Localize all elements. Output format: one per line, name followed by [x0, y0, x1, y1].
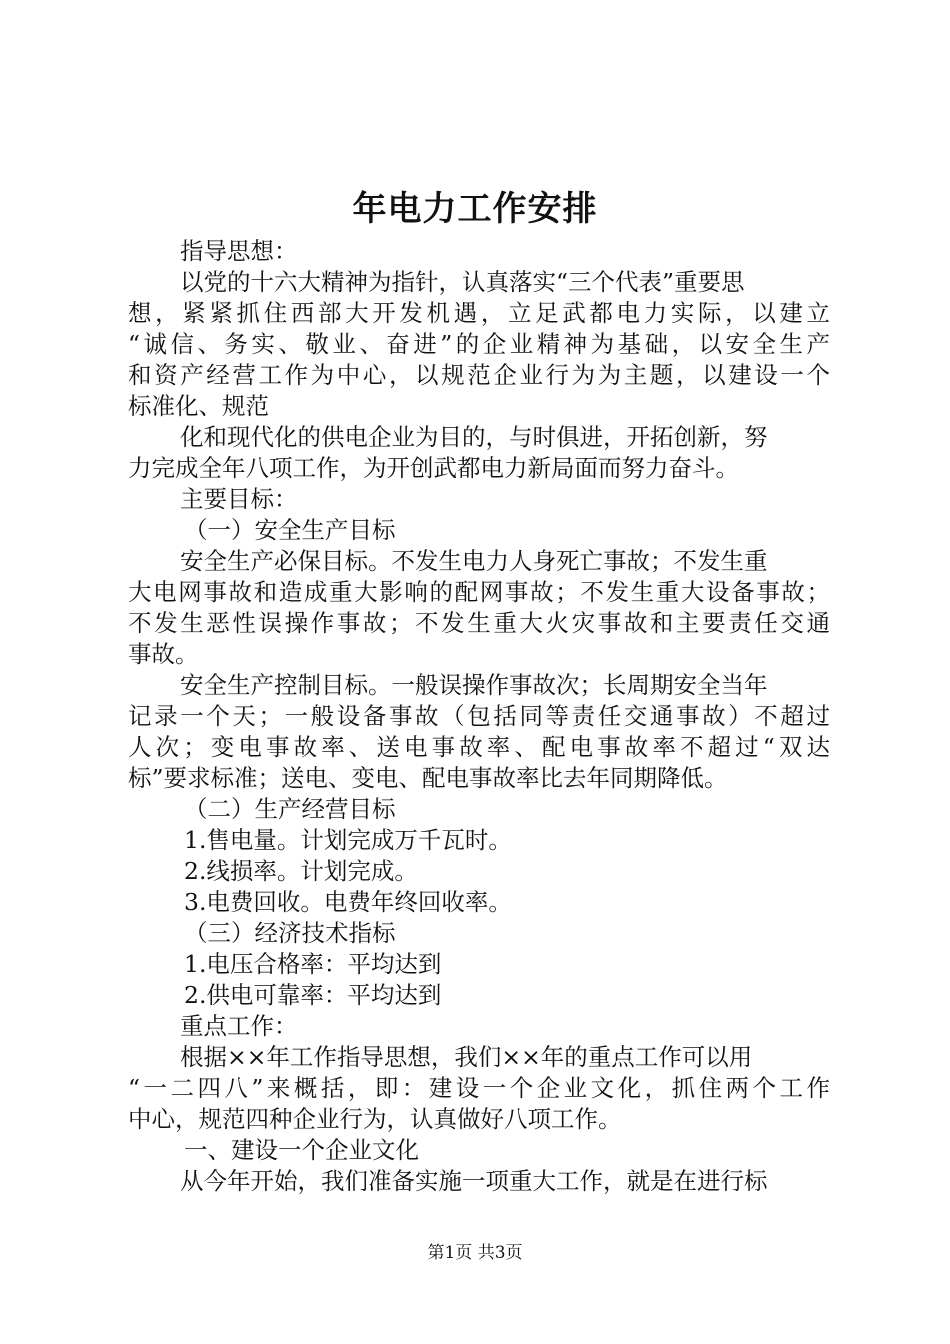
paragraph-line: 根据××年工作指导思想，我们××年的重点工作可以用 — [180, 1043, 753, 1071]
list-item: 1.售电量。计划完成万千瓦时。 — [184, 826, 512, 854]
section-heading: 重点工作： — [180, 1012, 298, 1040]
document-title: 年电力工作安排 — [352, 189, 598, 229]
list-item: 3.电费回收。电费年终回收率。 — [184, 888, 512, 916]
paragraph-line: 指导思想： — [180, 237, 298, 265]
paragraph-line: 安全生产必保目标。不发生电力人身死亡事故；不发生重 — [180, 547, 768, 575]
paragraph-line: 从今年开始，我们准备实施一项重大工作，就是在进行标 — [180, 1167, 768, 1195]
paragraph-line: 大电网事故和造成重大影响的配网事故；不发生重大设备事故； — [128, 578, 830, 606]
paragraph-line: 中心，规范四种企业行为，认真做好八项工作。 — [128, 1105, 622, 1133]
section-heading: （三）经济技术指标 — [184, 919, 396, 947]
paragraph-line: 以党的十六大精神为指针，认真落实“三个代表”重要思 — [180, 268, 745, 296]
section-heading: （二）生产经营目标 — [184, 795, 396, 823]
paragraph-line: 想，紧紧抓住西部大开发机遇，立足武都电力实际，以建立 — [128, 299, 830, 327]
list-item: 1.电压合格率：平均达到 — [184, 950, 442, 978]
paragraph-line: 安全生产控制目标。一般误操作事故次；长周期安全当年 — [180, 671, 768, 699]
section-heading: （一）安全生产目标 — [184, 516, 396, 544]
list-item: 2.线损率。计划完成。 — [184, 857, 418, 885]
paragraph-line: 不发生恶性误操作事故；不发生重大火灾事故和主要责任交通 — [128, 609, 830, 637]
list-item: 2.供电可靠率：平均达到 — [184, 981, 442, 1009]
page-footer: 第1页 共3页 — [427, 1243, 523, 1263]
paragraph-line: 化和现代化的供电企业为目的，与时俱进，开拓创新，努 — [180, 423, 768, 451]
section-heading: 主要目标： — [180, 485, 298, 513]
paragraph-line: “诚信、务实、敬业、奋进”的企业精神为基础，以安全生产 — [128, 330, 830, 358]
paragraph-line: 和资产经营工作为中心，以规范企业行为为主题，以建设一个 — [128, 361, 830, 389]
paragraph-line: 标准化、规范 — [128, 392, 269, 420]
paragraph-line: 记录一个天；一般设备事故（包括同等责任交通事故）不超过 — [128, 702, 830, 730]
paragraph-line: 标”要求标准；送电、变电、配电事故率比去年同期降低。 — [128, 764, 728, 792]
paragraph-line: 事故。 — [128, 640, 199, 668]
section-heading: 一、建设一个企业文化 — [184, 1136, 419, 1164]
paragraph-line: 力完成全年八项工作，为开创武都电力新局面而努力奋斗。 — [128, 454, 739, 482]
paragraph-line: 人次；变电事故率、送电事故率、配电事故率不超过“双达 — [128, 733, 830, 761]
paragraph-line: “一二四八”来概括，即：建设一个企业文化，抓住两个工作 — [128, 1074, 830, 1102]
